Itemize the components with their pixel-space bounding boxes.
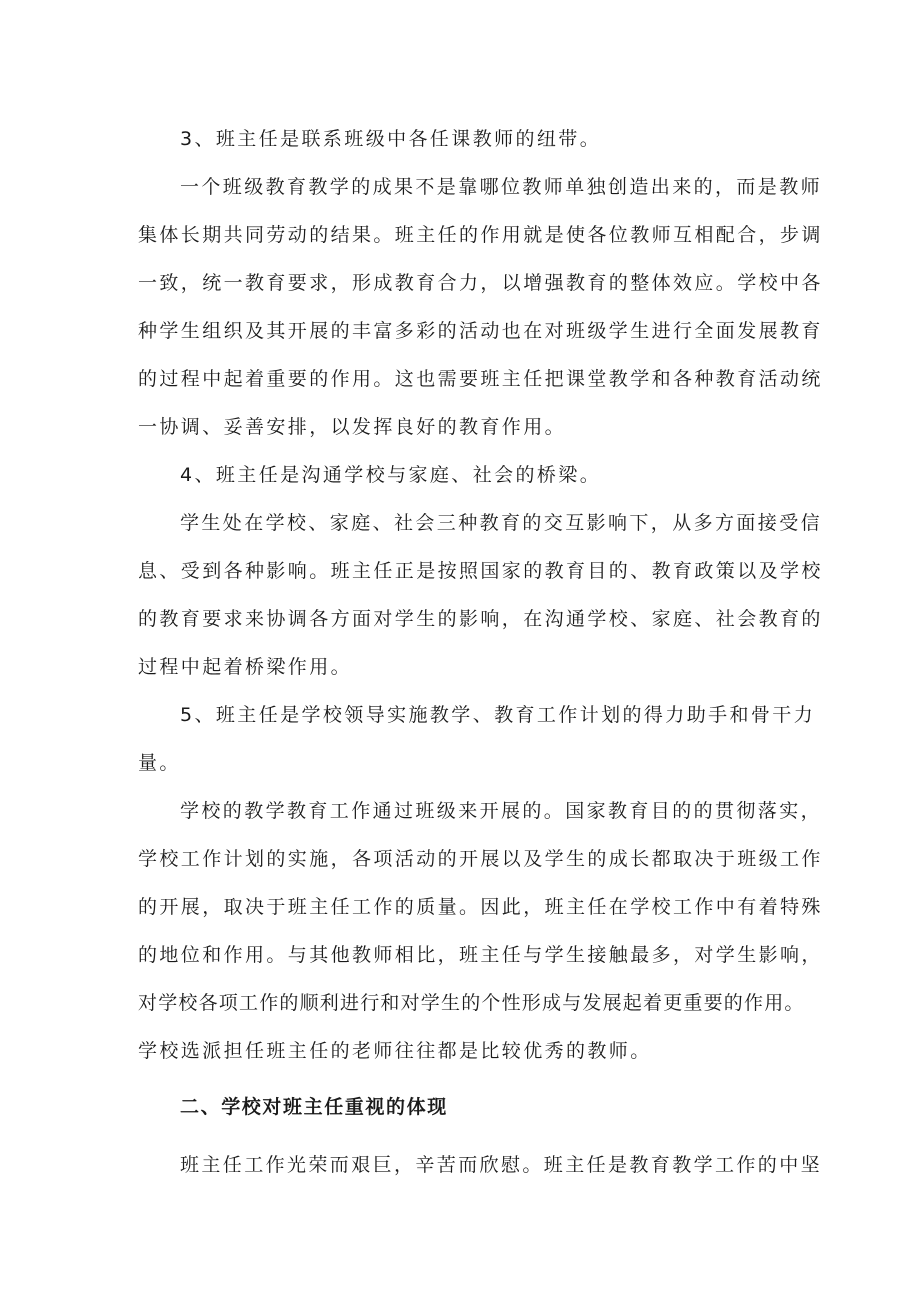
paragraph-line: 的教育要求来协调各方面对学生的影响，在沟通学校、家庭、社会教育的	[138, 608, 823, 630]
paragraph-line: 一协调、妥善安排，以发挥良好的教育作用。	[138, 416, 567, 438]
paragraph-line: 的过程中起着重要的作用。这也需要班主任把课堂教学和各种教育活动统	[138, 368, 823, 390]
paragraph-line: 的地位和作用。与其他教师相比，班主任与学生接触最多，对学生影响，	[138, 944, 823, 966]
paragraph-line: 学校选派担任班主任的老师往往都是比较优秀的教师。	[138, 1040, 652, 1062]
paragraph-line: 学校的教学教育工作通过班级来开展的。国家教育目的的贯彻落实，	[180, 800, 823, 822]
paragraph-line: 种学生组织及其开展的丰富多彩的活动也在对班级学生进行全面发展教育	[138, 320, 823, 342]
paragraph-line: 班主任工作光荣而艰巨，辛苦而欣慰。班主任是教育教学工作的中坚	[180, 1154, 823, 1176]
paragraph-line: 息、受到各种影响。班主任正是按照国家的教育目的、教育政策以及学校	[138, 560, 823, 582]
paragraph-line: 学校工作计划的实施，各项活动的开展以及学生的成长都取决于班级工作	[138, 848, 823, 870]
point-5-title: 5、班主任是学校领导实施教学、教育工作计划的得力助手和骨干力	[180, 704, 816, 726]
paragraph-line: 过程中起着桥梁作用。	[138, 656, 353, 678]
point-3-title: 3、班主任是联系班级中各任课教师的纽带。	[180, 128, 602, 150]
paragraph-line: 集体长期共同劳动的结果。班主任的作用就是使各位教师互相配合，步调	[138, 224, 823, 246]
paragraph-line: 学生处在学校、家庭、社会三种教育的交互影响下，从多方面接受信	[180, 512, 823, 534]
point-4-title: 4、班主任是沟通学校与家庭、社会的桥梁。	[180, 464, 602, 486]
paragraph-line: 的开展，取决于班主任工作的质量。因此，班主任在学校工作中有着特殊	[138, 896, 823, 918]
paragraph-line: 一个班级教育教学的成果不是靠哪位教师单独创造出来的，而是教师	[180, 176, 823, 198]
paragraph-line: 对学校各项工作的顺利进行和对学生的个性形成与发展起着更重要的作用。	[138, 992, 805, 1014]
point-5-title-continued: 量。	[138, 752, 181, 774]
paragraph-line: 一致，统一教育要求，形成教育合力，以增强教育的整体效应。学校中各	[138, 272, 823, 294]
section-heading: 二、学校对班主任重视的体现	[180, 1096, 448, 1118]
